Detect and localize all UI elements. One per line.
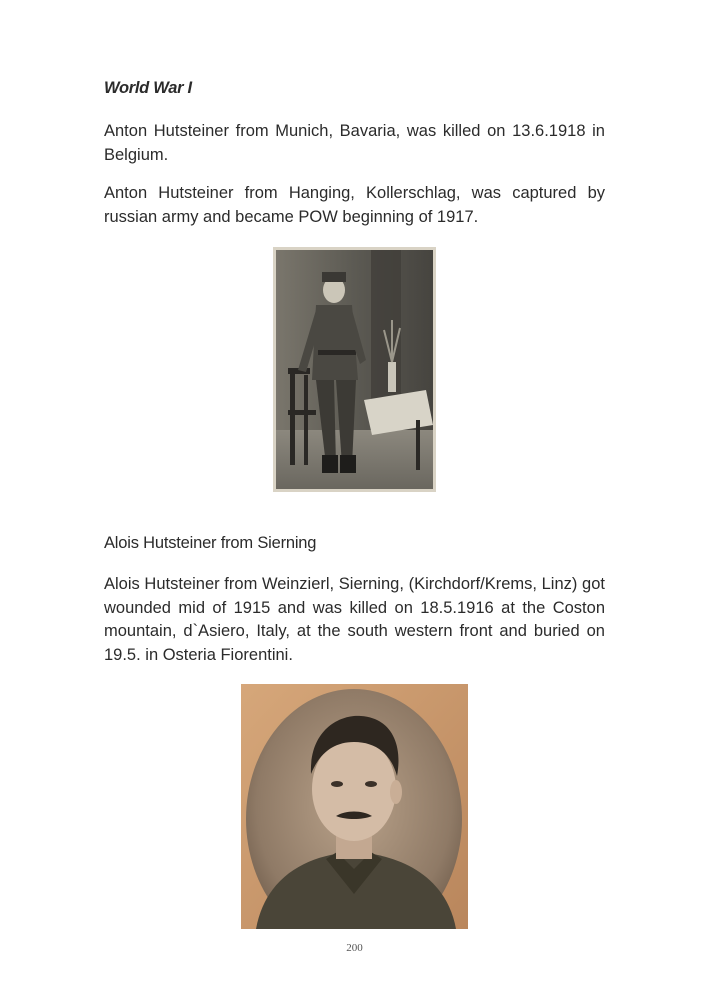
portrait-oval-illustration: [241, 684, 468, 929]
photo-portrait-oval: [241, 684, 468, 929]
paragraph-anton-munich: Anton Hutsteiner from Munich, Bavaria, was killed on 13.6.1918 in Belgium.: [104, 122, 605, 164]
section-heading-alois: Alois Hutsteiner from Sierning: [104, 534, 317, 552]
section-heading-world-war-i: World War I: [104, 79, 192, 97]
paragraph-anton-hanging: Anton Hutsteiner from Hanging, Kollerschlag, was captured by russian army and became POW beginning of 1917.: [104, 184, 605, 226]
soldier-standing-illustration: [276, 250, 433, 489]
paragraph-alois-weinzierl: Alois Hutsteiner from Weinzierl, Sierning, (Kirchdorf/Krems, Linz) got wounded mid of 1915 and was killed on 18.5.1916 at the Coston mountain, d`Asiero, Italy, at the south western front and buried on 19.5. in Osteria Fiorentini.: [104, 575, 605, 664]
photo-soldier-standing: [273, 247, 436, 492]
page-number: 200: [346, 942, 363, 954]
